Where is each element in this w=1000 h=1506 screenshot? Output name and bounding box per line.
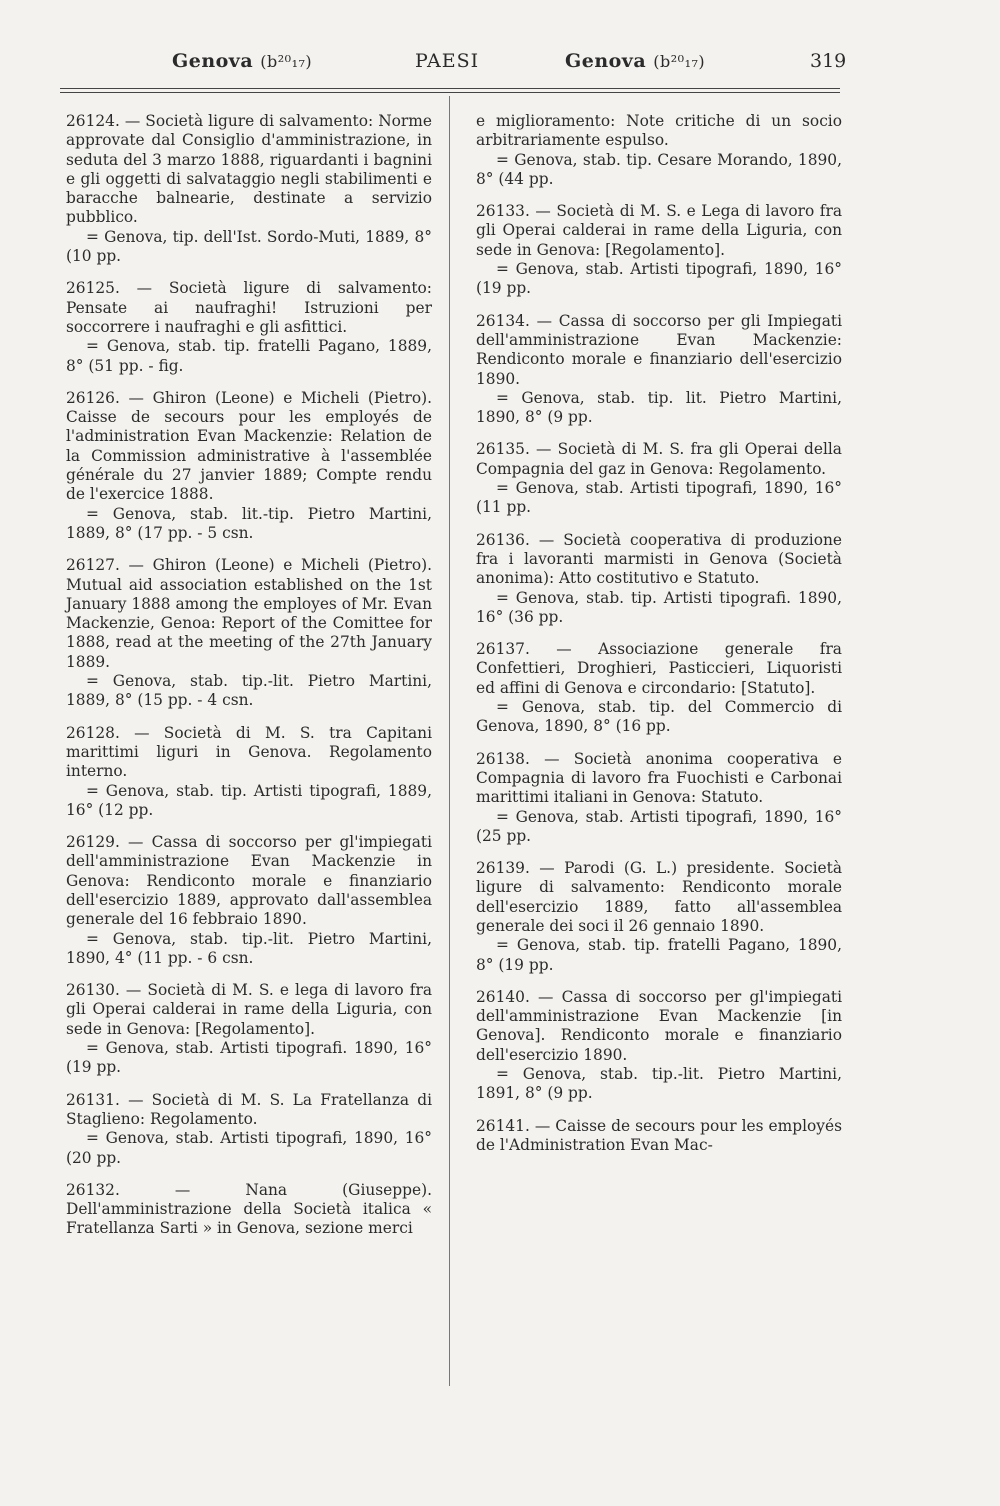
entry-text: 26137. — Associazione generale fra Confettieri, Droghieri, Pasticcieri, Liquoristi ed affini di Genova e circondario: [Statuto]. bbox=[476, 640, 842, 697]
bibliography-entry bbox=[66, 556, 432, 710]
bibliography-entry bbox=[66, 1091, 432, 1168]
entry-text: 26133. — Società di M. S. e Lega di lavoro fra gli Operai calderai in rame della Liguria, con sede in Genova: [Regolamento]. bbox=[476, 202, 842, 259]
bibliography-entry bbox=[66, 389, 432, 543]
entry-publication: = Genova, stab. Artisti tipografi, 1890, 16° (20 pp. bbox=[66, 1129, 432, 1167]
entry-publication: = Genova, stab. Artisti tipografi, 1890, 16° (11 pp. bbox=[476, 479, 842, 517]
entry-text: e miglioramento: Note critiche di un socio arbitrariamente espulso. bbox=[476, 112, 842, 150]
bibliography-entry bbox=[476, 202, 842, 298]
entry-publication: = Genova, stab. tip. del Commercio di Genova, 1890, 8° (16 pp. bbox=[476, 698, 842, 736]
bibliography-entry bbox=[476, 988, 842, 1104]
bibliography-entry bbox=[66, 724, 432, 820]
entry-text: 26127. — Ghiron (Leone) e Micheli (Pietro). Mutual aid association established on the 1st January 1888 among the employes of Mr. Evan Mackenzie, Genoa: Report of the Comittee for 1888, read at the meeting of the 27th January 1889. bbox=[66, 556, 432, 671]
entry-text: 26126. — Ghiron (Leone) e Micheli (Pietro). Caisse de secours pour les employés de l'administration Evan Mackenzie: Relation de la Commission administrative à l'assemblée générale du 27 janvier 1889; Compte rendu de l'exercice 1888. bbox=[66, 388, 432, 504]
entry-publication: = Genova, stab. tip.-lit. Pietro Martini, 1890, 4° (11 pp. - 6 csn. bbox=[66, 929, 432, 967]
entry-text: 26141. — Caisse de secours pour les employés de l'Administration Evan Mac- bbox=[476, 1116, 842, 1154]
header-rule-double bbox=[60, 92, 840, 93]
bibliography-entry bbox=[476, 312, 842, 428]
entry-text: 26124. — Società ligure di salvamento: Norme approvate dal Consiglio d'amministrazione, in seduta del 3 marzo 1888, riguardanti i bagnini e gli oggetti di salvataggio negli stabilimenti e baracche balnearie, destinate a servizio pubblico. bbox=[66, 112, 432, 227]
entry-text: 26134. — Cassa di soccorso per gli Impiegati dell'amministrazione Evan Mackenzie: Rendiconto morale e finanziario dell'esercizio 1890. bbox=[476, 311, 842, 388]
entry-publication: = Genova, stab. tip. Cesare Morando, 1890, 8° (44 pp. bbox=[476, 150, 842, 188]
entry-publication: = Genova, stab. Artisti tipografi. 1890, 16° (19 pp. bbox=[66, 1039, 432, 1077]
entry-publication: = Genova, stab. tip.-lit. Pietro Martini, 1889, 8° (15 pp. - 4 csn. bbox=[66, 672, 432, 710]
header-section: PAESI bbox=[415, 50, 480, 72]
right-column bbox=[476, 112, 842, 1168]
entry-text: 26136. — Società cooperativa di produzione fra i lavoranti marmisti in Genova (Società anonima): Atto costitutivo e Statuto. bbox=[476, 530, 842, 588]
entry-publication: = Genova, stab. tip. fratelli Pagano, 1890, 8° (19 pp. bbox=[476, 936, 842, 974]
bibliography-entry bbox=[476, 440, 842, 517]
column-divider bbox=[449, 96, 450, 1386]
entry-text: 26138. — Società anonima cooperativa e Compagnia di lavoro fra Fuochisti e Carbonai marittimi italiani in Genova: Statuto. bbox=[476, 749, 842, 807]
bibliography-entry bbox=[476, 859, 842, 975]
bibliography-entry bbox=[476, 1117, 842, 1156]
entry-text: 26131. — Società di M. S. La Fratellanza di Staglieno: Regolamento. bbox=[66, 1090, 432, 1128]
entry-text: 26140. — Cassa di soccorso per gl'impiegati dell'amministrazione Evan Mackenzie [in Genova]. Rendiconto morale e finanziario dell'esercizio 1890. bbox=[476, 987, 842, 1064]
bibliography-entry bbox=[66, 112, 432, 266]
bibliography-entry bbox=[476, 531, 842, 627]
entry-text: 26139. — Parodi (G. L.) presidente. Società ligure di salvamento: Rendiconto morale dell'esercizio 1889, fatto all'assemblea generale dei soci il 26 gennaio 1890. bbox=[476, 859, 842, 935]
entry-publication: = Genova, stab. Artisti tipografi, 1890, 16° (25 pp. bbox=[476, 807, 842, 845]
bibliography-entry bbox=[476, 112, 842, 189]
entry-publication: = Genova, stab. Artisti tipografi, 1890, 16° (19 pp. bbox=[476, 260, 842, 298]
entry-text: 26135. — Società di M. S. fra gli Operai della Compagnia del gaz in Genova: Regolamento. bbox=[476, 440, 842, 478]
header-left-title: Genova (b²⁰₁₇) bbox=[172, 50, 313, 72]
header-right-title: Genova (b²⁰₁₇) bbox=[565, 50, 706, 72]
bibliography-entry bbox=[66, 279, 432, 375]
bibliography-entry bbox=[66, 833, 432, 968]
header-rule bbox=[60, 88, 840, 89]
entry-text: 26130. — Società di M. S. e lega di lavoro fra gli Operai calderai in rame della Liguria, con sede in Genova: [Regolamento]. bbox=[66, 981, 432, 1038]
bibliography-entry bbox=[476, 750, 842, 846]
entry-text: 26128. — Società di M. S. tra Capitani marittimi liguri in Genova. Regolamento interno. bbox=[66, 723, 432, 781]
entry-publication: = Genova, stab. tip. fratelli Pagano, 1889, 8° (51 pp. - fig. bbox=[66, 337, 432, 375]
entry-text: 26125. — Società ligure di salvamento: Pensate ai naufraghi! Istruzioni per soccorrere i naufraghi e gli asfittici. bbox=[66, 279, 432, 336]
bibliography-entry bbox=[66, 1181, 432, 1239]
entry-publication: = Genova, stab. lit.-tip. Pietro Martini, 1889, 8° (17 pp. - 5 csn. bbox=[66, 504, 432, 542]
running-header bbox=[60, 44, 847, 88]
entry-publication: = Genova, stab. tip. Artisti tipografi, 1889, 16° (12 pp. bbox=[66, 781, 432, 819]
entry-publication: = Genova, stab. tip. lit. Pietro Martini, 1890, 8° (9 pp. bbox=[476, 388, 842, 427]
bibliography-entry bbox=[476, 640, 842, 736]
left-column bbox=[66, 112, 432, 1252]
bibliography-entry bbox=[66, 981, 432, 1077]
page-number: 319 bbox=[810, 50, 847, 72]
entry-text: 26132. — Nana (Giuseppe). Dell'amministrazione della Società italica « Fratellanza Sarti » in Genova, sezione merci bbox=[66, 1180, 432, 1238]
entry-publication: = Genova, stab. tip.-lit. Pietro Martini, 1891, 8° (9 pp. bbox=[476, 1065, 842, 1103]
entry-text: 26129. — Cassa di soccorso per gl'impiegati dell'amministrazione Evan Mackenzie in Genova: Rendiconto morale e finanziario dell'esercizio 1889, approvato dall'assemblea generale del 16 febbraio 1890. bbox=[66, 833, 432, 929]
entry-publication: = Genova, tip. dell'Ist. Sordo-Muti, 1889, 8° (10 pp. bbox=[66, 227, 432, 266]
entry-publication: = Genova, stab. tip. Artisti tipografi. 1890, 16° (36 pp. bbox=[476, 588, 842, 626]
